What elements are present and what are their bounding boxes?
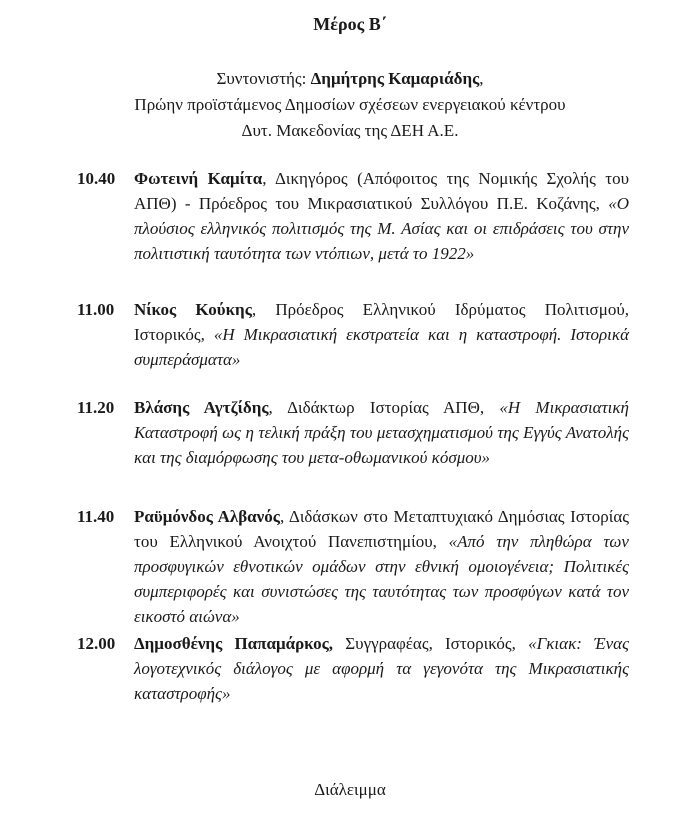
- entry-talk-title: «Ο πλούσιος ελληνικός πολιτισμός της Μ. Ασίας και οι επιδράσεις του στην πολιτιστική ταυτότητα των ντόπιων, μετά το 1922»: [134, 194, 629, 263]
- program-entry: [77, 631, 629, 706]
- moderator-role-line1: Πρώην προϊστάμενος Δημοσίων σχέσεων ενεργειακού κέντρου: [134, 95, 566, 114]
- part-title: Μέρος Β΄: [313, 14, 387, 34]
- entry-content: [134, 297, 629, 372]
- entry-speaker: Δημοσθένης Παπαμάρκος,: [134, 634, 334, 653]
- entry-talk-title: «Η Μικρασιατική εκστρατεία και η καταστροφή. Ιστορικά συμπεράσματα»: [134, 325, 629, 369]
- break-label: Διάλειμμα: [314, 780, 386, 799]
- program-entry: [77, 166, 629, 266]
- entry-speaker: Φωτεινή Καμίτα: [134, 169, 263, 188]
- entry-talk-title: «Από την πληθώρα των προσφυγικών εθνοτικών ομάδων στην εθνική ομοιογένεια; Πολιτικές συμπεριφορές και συνιστώσες της ταυτότητας των προσφύγων κατά τον εικοστό αιώνα»: [134, 532, 629, 626]
- entry-talk-title: «Γκιακ: Ένας λογοτεχνικός διάλογος με αφορμή τα γεγονότα της Μικρασιατικής καταστροφής»: [134, 634, 629, 703]
- entry-time: 11.00: [77, 300, 115, 319]
- moderator-name: Δημήτρης Καμαριάδης: [310, 69, 480, 88]
- entry-speaker: Ραϋμόνδος Αλβανός: [134, 507, 280, 526]
- entry-role: , Διδάκτωρ Ιστορίας ΑΠΘ,: [268, 398, 500, 417]
- program-entry: [77, 297, 629, 372]
- entry-time: 11.20: [77, 398, 115, 417]
- entry-role: Συγγραφέας, Ιστορικός,: [333, 634, 529, 653]
- moderator-block: [0, 66, 700, 144]
- entry-content: [134, 395, 629, 470]
- entry-speaker: Βλάσης Αγτζίδης: [134, 398, 269, 417]
- program-entry: [77, 504, 629, 629]
- entry-time: 12.00: [77, 634, 116, 653]
- entry-talk-title: «Η Μικρασιατική Καταστροφή ως η τελική πράξη του μετασχηματισμού της Εγγύς Ανατολής και της διαμόρφωσης του μετα-οθωμανικού κόσμου»: [134, 398, 629, 467]
- program-entries: [77, 166, 629, 706]
- entry-role: , Πρόεδρος Ελληνικού Ιδρύματος Πολιτισμού, Ιστορικός,: [134, 300, 629, 344]
- moderator-line: [0, 66, 700, 92]
- moderator-role-line2: Δυτ. Μακεδονίας της ΔΕΗ Α.Ε.: [241, 121, 459, 140]
- entry-content: [134, 504, 629, 629]
- entry-time: 10.40: [77, 169, 116, 188]
- entry-content: [134, 166, 629, 266]
- entry-role: , Διδάσκων στο Μεταπτυχιακό Δημόσιας Ιστορίας του Ελληνικού Ανοιχτού Πανεπιστημίου,: [134, 507, 629, 551]
- moderator-suffix: ,: [479, 69, 484, 88]
- moderator-prefix: Συντονιστής:: [216, 69, 311, 88]
- program-entry: [77, 395, 629, 470]
- entry-content: [134, 631, 629, 706]
- entry-speaker: Νίκος Κούκης: [134, 300, 252, 319]
- entry-role: , Δικηγόρος (Απόφοιτος της Νομικής Σχολής του ΑΠΘ) - Πρόεδρος του Μικρασιατικού Συλλόγου Π.Ε. Κοζάνης,: [134, 169, 630, 213]
- entry-time: 11.40: [77, 507, 115, 526]
